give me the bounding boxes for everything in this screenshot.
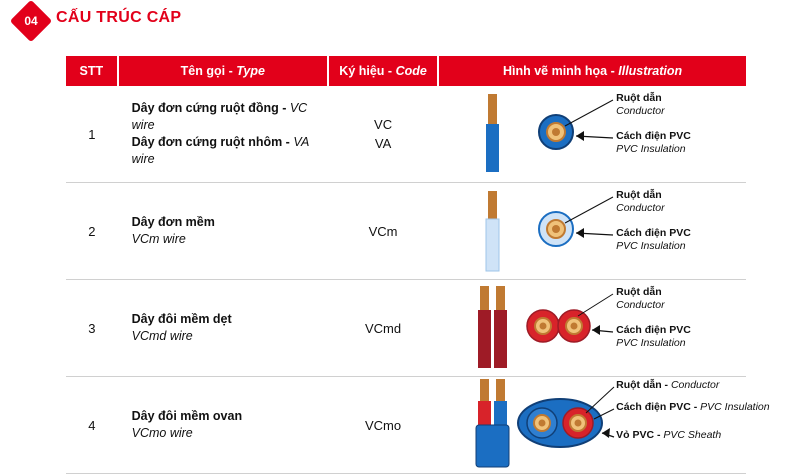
row-type-line1 (132, 100, 327, 134)
cross-section-conductor-core (552, 128, 560, 136)
column-header-type (118, 56, 328, 86)
single-solid-wire-diagram (438, 86, 743, 182)
row-type-line2 (132, 134, 327, 168)
leader-arrow-sheath (602, 428, 610, 438)
illustration-wrap-3 (438, 280, 743, 376)
label-conductor-vi: Ruột dẫn (616, 189, 662, 201)
row-type-line1-vi: Dây đôi mềm dẹt (131, 312, 232, 326)
label-conductor-vi: Ruột dẫn (616, 286, 662, 298)
row-type-line1-vi: Dây đơn cứng ruột đồng - (131, 101, 290, 115)
label-insulation-vi: Cách điện PVC (616, 130, 691, 142)
label-sheath (616, 429, 721, 442)
row-type-line2-en: VCm wire (131, 232, 186, 246)
row-illustration (438, 183, 746, 280)
row-code (328, 280, 438, 377)
section-badge-number: 04 (24, 14, 38, 28)
leader-arrow-insulation (592, 325, 600, 335)
label-insulation (616, 227, 691, 252)
label-insulation-vi: Cách điện PVC (616, 324, 691, 336)
label-conductor-en: Conductor (616, 104, 665, 117)
column-header-code-label-vi: Ký hiệu - (339, 64, 396, 78)
label-insulation (616, 401, 769, 414)
column-header-code-label-en: Code (395, 64, 427, 78)
row-code-line1: VCm (368, 223, 398, 239)
row-type-line1-en: VC wire (131, 101, 308, 132)
label-conductor-en: Conductor (616, 201, 665, 214)
leader-arrow-insulation (576, 228, 584, 238)
row-type-line1 (132, 408, 327, 425)
label-insulation-en: PVC Insulation (616, 142, 686, 155)
row-type-line2-vi: Dây đơn cứng ruột nhôm - (131, 135, 294, 149)
pvc-insulation-left (478, 401, 491, 427)
label-conductor-en: Conductor (616, 298, 665, 311)
page-header (0, 0, 800, 44)
leader-line-conductor (586, 387, 614, 413)
row-index: 2 (66, 183, 118, 280)
conductor-tip (488, 94, 497, 126)
row-type-name (118, 86, 328, 183)
row-type-line2-en: VCmo wire (131, 426, 193, 440)
row-type-line2 (132, 425, 327, 442)
leader-line-conductor (565, 197, 613, 223)
column-header-type-label-vi: Tên gọi - (180, 64, 237, 78)
table-row (66, 183, 746, 280)
pvc-sheath-body (476, 425, 509, 467)
label-insulation-en: PVC Insulation (616, 239, 686, 252)
pvc-insulation-left (478, 310, 491, 368)
row-type-line1 (132, 214, 327, 231)
row-illustration (438, 86, 746, 183)
cross-section-core-right (575, 420, 582, 427)
table-row (66, 280, 746, 377)
row-index: 4 (66, 377, 118, 474)
row-type-line2-en: VA wire (131, 135, 309, 166)
row-code-line1: VCmo (365, 417, 402, 433)
cable-structure-table (66, 56, 770, 474)
twin-flat-wire-diagram (438, 280, 743, 376)
conductor-tip-right (496, 286, 505, 312)
label-conductor (616, 189, 664, 214)
row-type-line2 (132, 328, 327, 345)
row-illustration (438, 280, 746, 377)
pvc-insulation-right (494, 401, 507, 427)
conductor-tip-right (496, 379, 505, 403)
row-code-line1: VCmd (365, 320, 402, 336)
column-header-type-label-en: Type (236, 64, 265, 78)
label-insulation (616, 130, 691, 155)
column-header-illustration-label-vi: Hình vẽ minh họa - (502, 64, 619, 78)
row-type-line2-en: VCmd wire (131, 329, 193, 343)
row-code (328, 377, 438, 474)
pvc-insulation-body (486, 124, 499, 172)
conductor-tip-left (480, 379, 489, 403)
label-conductor-en: Conductor (670, 379, 720, 391)
label-insulation (616, 324, 691, 349)
label-insulation-en: PVC Insulation (700, 401, 770, 413)
leader-line-conductor (578, 294, 613, 316)
row-type-line1 (132, 311, 327, 328)
row-illustration (438, 377, 770, 474)
label-conductor-vi: Ruột dẫn (616, 92, 662, 104)
row-type-name (118, 183, 328, 280)
cross-section-core-right (571, 323, 578, 330)
page-title: CẤU TRÚC CÁP (56, 9, 182, 26)
column-header-code (328, 56, 438, 86)
row-code-line1: VC (374, 117, 393, 132)
row-code (328, 86, 438, 183)
illustration-wrap-4 (438, 377, 770, 473)
illustration-wrap-2 (438, 183, 743, 279)
row-type-line1-vi: Dây đơn mềm (131, 215, 215, 229)
label-conductor (616, 286, 664, 311)
pvc-insulation-right (494, 310, 507, 368)
leader-line-conductor (565, 100, 613, 126)
row-code (328, 183, 438, 280)
leader-arrow-insulation (576, 131, 584, 141)
table-row (66, 86, 746, 183)
row-type-line2 (132, 231, 327, 248)
label-insulation-vi: Cách điện PVC - (616, 401, 701, 413)
pvc-insulation-body (486, 219, 499, 271)
row-type-line1-vi: Dây đôi mềm ovan (131, 409, 243, 423)
conductor-tip-left (480, 286, 489, 312)
label-conductor (616, 379, 719, 392)
illustration-wrap-1 (438, 86, 743, 182)
column-header-stt-label: STT (79, 64, 104, 78)
column-header-illustration-label-en: Illustration (618, 64, 683, 78)
label-sheath-en: PVC Sheath (663, 429, 722, 441)
row-index: 1 (66, 86, 118, 183)
column-header-illustration (438, 56, 746, 86)
conductor-tip (488, 191, 497, 221)
label-insulation-vi: Cách điện PVC (616, 227, 691, 239)
row-index: 3 (66, 280, 118, 377)
label-insulation-en: PVC Insulation (616, 336, 686, 349)
row-type-name (118, 377, 328, 474)
table-row (66, 377, 746, 474)
table-header-row (66, 56, 746, 86)
column-header-stt (66, 56, 118, 86)
cross-section-core-left (540, 323, 547, 330)
row-code-line2: VA (374, 136, 392, 151)
cross-section-core-left (539, 420, 546, 427)
row-type-name (118, 280, 328, 377)
single-flexible-wire-diagram (438, 183, 743, 279)
label-conductor-vi: Ruột dẫn - (616, 379, 671, 391)
label-sheath-vi: Vỏ PVC - (616, 429, 664, 441)
label-conductor (616, 92, 664, 117)
cross-section-conductor-core (552, 225, 560, 233)
